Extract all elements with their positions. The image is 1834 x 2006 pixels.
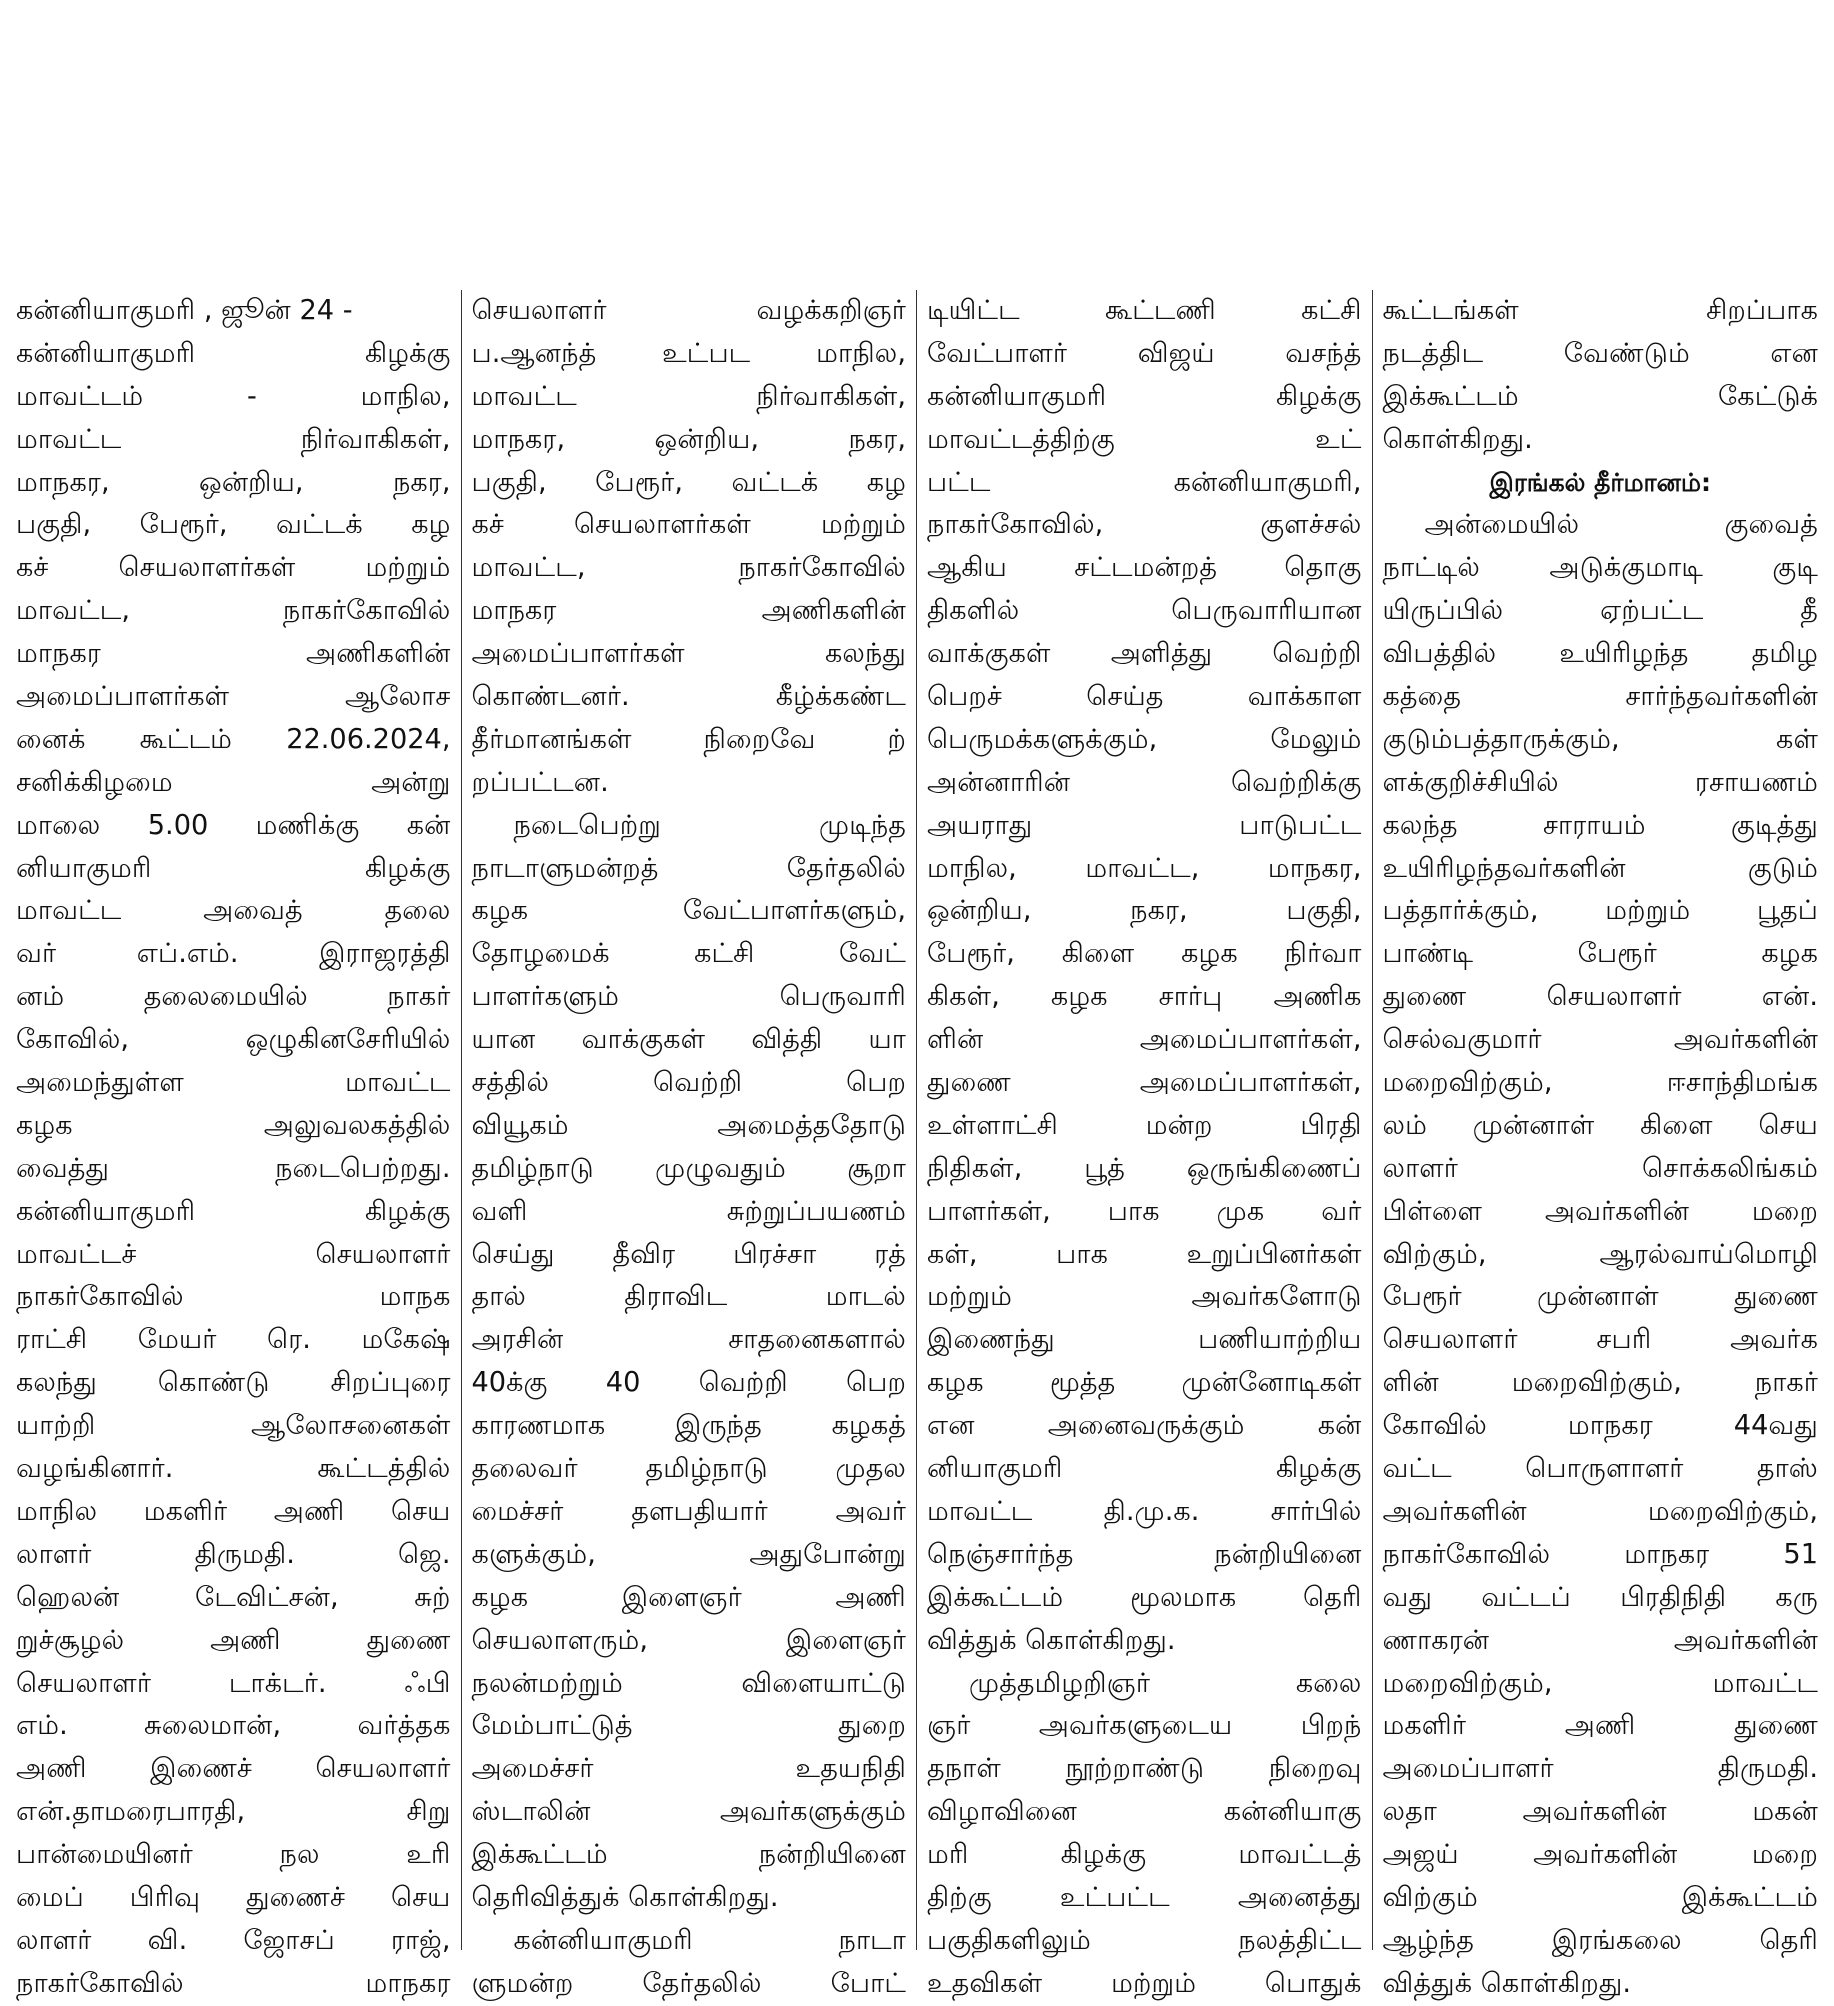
article-text-line: கொள்கிறது. bbox=[1382, 423, 1533, 455]
article-text-line: இக்கூட்டம் மூலமாக தெரி bbox=[927, 1581, 1362, 1613]
article-text-line: பகுதி, பேரூர், வட்டக் கழ bbox=[16, 509, 451, 541]
section-subheading: இரங்கல் தீர்மானம்: bbox=[1489, 467, 1711, 497]
article-text-line: திற்கு உட்பட்ட அனைத்து bbox=[927, 1881, 1362, 1913]
article-text-line: இக்கூட்டம் நன்றியினை bbox=[471, 1839, 906, 1871]
article-text-line: பாளர்கள், பாக முக வர் bbox=[927, 1195, 1362, 1227]
article-text-line: செல்வகுமார் அவர்களின் bbox=[1382, 1024, 1818, 1056]
article-text-line: பத்தார்க்கும், மற்றும் பூதப் bbox=[1382, 895, 1818, 927]
article-text-line: கச் செயலாளர்கள் மற்றும் bbox=[471, 509, 906, 541]
article-text-line: உயிரிழந்தவர்களின் குடும் bbox=[1382, 852, 1818, 884]
article-text-line: மாவட்ட, நாகர்கோவில் bbox=[16, 595, 451, 627]
article-text-line: சத்தில் வெற்றி பெற bbox=[471, 1067, 906, 1099]
article-text-line: செயலாளரும், இளைஞர் bbox=[471, 1624, 906, 1656]
article-text-line: லாளர் வி. ஜோசப் ராஜ், bbox=[16, 1924, 451, 1956]
article-text-line: வட்ட பொருளாளர் தாஸ் bbox=[1382, 1453, 1818, 1485]
article-text-line: இக்கூட்டம் கேட்டுக் bbox=[1382, 380, 1818, 412]
article-text-line: மாவட்ட அவைத் தலை bbox=[16, 895, 451, 927]
article-text-line: கலந்து கொண்டு சிறப்புரை bbox=[16, 1367, 451, 1399]
article-text-line: நாகர்கோவில், குளச்சல் bbox=[927, 509, 1362, 541]
article-text-line: அன்மையில் குவைத் bbox=[1424, 509, 1818, 541]
article-text-line: தலைவர் தமிழ்நாடு முதல bbox=[471, 1453, 906, 1485]
article-text-line: நாகர்கோவில் மாநக bbox=[16, 1281, 451, 1313]
article-text-line: வியூகம் அமைத்ததோடு bbox=[471, 1109, 906, 1141]
article-text-line: விழாவினை கன்னியாகு bbox=[927, 1796, 1362, 1828]
article-text-line: பகுதி, பேரூர், வட்டக் கழ bbox=[471, 466, 906, 498]
article-text-line: அஜய் அவர்களின் மறை bbox=[1382, 1839, 1818, 1871]
article-text-line: மாவட்ட நிர்வாகிகள், bbox=[16, 423, 451, 455]
article-text-line: லதா அவர்களின் மகன் bbox=[1382, 1796, 1818, 1828]
article-text-line: மாநில மகளிர் அணி செய bbox=[16, 1495, 451, 1527]
article-text-line: அவர்களின் மறைவிற்கும், bbox=[1382, 1495, 1818, 1527]
article-text-line: 40க்கு 40 வெற்றி பெற bbox=[471, 1367, 906, 1399]
article-text-line: மரி கிழக்கு மாவட்டத் bbox=[927, 1839, 1362, 1871]
article-column-3 bbox=[917, 290, 1373, 1999]
article-text-line: ஆழ்ந்த இரங்கலை தெரி bbox=[1382, 1924, 1818, 1956]
article-text-line: கிகள், கழக சார்பு அணிக bbox=[927, 981, 1362, 1013]
article-text-line: மைப் பிரிவு துணைச் செய bbox=[16, 1881, 451, 1913]
article-text-line: மாவட்ட, நாகர்கோவில் bbox=[471, 552, 906, 584]
article-text-line: அமைப்பாளர் திருமதி. bbox=[1382, 1753, 1818, 1785]
article-text-line: இணைந்து பணியாற்றிய bbox=[927, 1324, 1362, 1356]
article-text-line: அயராது பாடுபட்ட bbox=[927, 809, 1362, 841]
article-text-line: விற்கும், ஆரல்வாய்மொழி bbox=[1382, 1238, 1818, 1270]
article-text-line: பாண்டி பேரூர் கழக bbox=[1382, 938, 1818, 970]
article-text-line: காரணமாக இருந்த கழகத் bbox=[471, 1410, 906, 1442]
article-text-line: றப்பட்டன. bbox=[471, 766, 609, 798]
article-text-line: மாவட்டத்திற்கு உட் bbox=[927, 423, 1362, 455]
article-text-line: யாற்றி ஆலோசனைகள் bbox=[16, 1410, 451, 1442]
article-text-line: ப.ஆனந்த் உட்பட மாநில, bbox=[471, 337, 906, 369]
article-text-line: நாகர்கோவில் மாநகர 51 bbox=[1382, 1538, 1818, 1570]
article-text-line: பிள்ளை அவர்களின் மறை bbox=[1382, 1195, 1818, 1227]
article-text-line: மைச்சர் தளபதியார் அவர் bbox=[471, 1495, 906, 1527]
article-text-line: ளுமன்ற தேர்தலில் போட் bbox=[471, 1967, 906, 1999]
article-text-line: வித்துக் கொள்கிறது. bbox=[927, 1624, 1176, 1656]
article-text-line: செயலாளர் வழக்கறிஞர் bbox=[471, 295, 906, 326]
article-text-line: ளக்குறிச்சியில் ரசாயணம் bbox=[1382, 766, 1818, 798]
article-text-line: முத்தமிழறிஞர் கலை bbox=[969, 1667, 1362, 1699]
article-text-line: வர் எப்.எம். இராஜரத்தி bbox=[16, 938, 451, 970]
article-text-line: கன்னியாகுமரி நாடா bbox=[513, 1924, 906, 1956]
article-column-4 bbox=[1373, 290, 1829, 1999]
article-text-line: யிருப்பில் ஏற்பட்ட தீ bbox=[1382, 595, 1818, 627]
article-text-line: நாட்டில் அடுக்குமாடி குடி bbox=[1382, 552, 1818, 584]
article-text-line: மாவட்ட நிர்வாகிகள், bbox=[471, 380, 906, 412]
article-text-line: கலந்த சாராயம் குடித்து bbox=[1382, 809, 1818, 841]
article-text-line: பெறச் செய்த வாக்காள bbox=[927, 681, 1362, 713]
article-text-line: கன்னியாகுமரி கிழக்கு bbox=[927, 380, 1362, 412]
article-text-line: னைக் கூட்டம் 22.06.2024, bbox=[16, 723, 451, 755]
article-text-line: பான்மையினர் நல உரி bbox=[16, 1839, 451, 1871]
article-columns bbox=[6, 290, 1828, 1999]
article-text-line: செயலாளர் சபரி அவர்க bbox=[1382, 1324, 1818, 1356]
article-text-line: னியாகுமரி கிழக்கு bbox=[16, 852, 451, 884]
article-text-line: திகளில் பெருவாரியான bbox=[927, 595, 1362, 627]
article-text-line: எம். சுலைமான், வர்த்தக bbox=[16, 1710, 451, 1742]
article-text-line: தநாள் நூற்றாண்டு நிறைவு bbox=[927, 1753, 1362, 1785]
article-text-line: விற்கும் இக்கூட்டம் bbox=[1382, 1881, 1818, 1913]
article-column-2 bbox=[462, 290, 918, 1999]
article-text-line: அன்னாரின் வெற்றிக்கு bbox=[927, 766, 1362, 798]
article-text-line: கன்னியாகுமரி , ஜூன் 24 - bbox=[16, 295, 353, 326]
article-text-line: வைத்து நடைபெற்றது. bbox=[16, 1152, 451, 1184]
article-text-line: டியிட்ட கூட்டணி கட்சி bbox=[927, 295, 1362, 326]
article-text-line: கோவில், ஒழுகினசேரியில் bbox=[16, 1024, 451, 1056]
article-text-line: அமைச்சர் உதயநிதி bbox=[471, 1753, 906, 1785]
article-text-line: ஸ்டாலின் அவர்களுக்கும் bbox=[471, 1796, 906, 1828]
article-text-line: நெஞ்சார்ந்த நன்றியினை bbox=[927, 1538, 1362, 1570]
article-text-line: கன்னியாகுமரி கிழக்கு bbox=[16, 1195, 451, 1227]
article-text-line: பகுதிகளிலும் நலத்திட்ட bbox=[927, 1924, 1362, 1956]
article-text-line: குடும்பத்தாருக்கும், கள் bbox=[1382, 723, 1818, 755]
article-text-line: அமைப்பாளர்கள் கலந்து bbox=[471, 638, 906, 670]
article-text-line: மறைவிற்கும், மாவட்ட bbox=[1382, 1667, 1818, 1699]
article-text-line: தால் திராவிட மாடல் bbox=[471, 1281, 906, 1313]
article-text-line: மாநகர அணிகளின் bbox=[16, 638, 451, 670]
article-text-line: கச் செயலாளர்கள் மற்றும் bbox=[16, 552, 451, 584]
article-text-line: கள், பாக உறுப்பினர்கள் bbox=[927, 1238, 1362, 1270]
article-text-line: பேரூர், கிளை கழக நிர்வா bbox=[927, 938, 1362, 970]
article-text-line: நடத்திட வேண்டும் என bbox=[1382, 337, 1818, 369]
article-text-line: கழக இளைஞர் அணி bbox=[471, 1581, 906, 1613]
article-text-line: நலன்மற்றும் விளையாட்டு bbox=[471, 1667, 906, 1699]
article-text-line: வித்துக் கொள்கிறது. bbox=[1382, 1967, 1632, 1999]
article-text-line: ஹெலன் டேவிட்சன், சுற் bbox=[16, 1581, 451, 1613]
article-text-line: தோழமைக் கட்சி வேட் bbox=[471, 938, 906, 970]
article-text-line: செயலாளர் டாக்டர். ஃபி bbox=[16, 1667, 451, 1699]
article-text-line: அமைந்துள்ள மாவட்ட bbox=[16, 1067, 451, 1099]
article-text-line: களுக்கும், அதுபோன்று bbox=[471, 1538, 906, 1570]
article-text-line: லம் முன்னாள் கிளை செய bbox=[1382, 1109, 1818, 1141]
article-text-line: என அனைவருக்கும் கன் bbox=[927, 1410, 1362, 1442]
article-text-line: மாநகர, ஒன்றிய, நகர, bbox=[471, 423, 906, 455]
article-text-line: சனிக்கிழமை அன்று bbox=[16, 766, 451, 798]
article-text-line: லாளர் திருமதி. ஜெ. bbox=[16, 1538, 451, 1570]
article-text-line: மறைவிற்கும், ஈசாந்திமங்க bbox=[1382, 1067, 1818, 1099]
article-text-line: உதவிகள் மற்றும் பொதுக் bbox=[927, 1967, 1362, 1999]
article-text-line: செய்து தீவிர பிரச்சா ரத் bbox=[471, 1238, 906, 1270]
article-text-line: நிதிகள், பூத் ஒருங்கிணைப் bbox=[927, 1152, 1362, 1184]
article-text-line: ஞர் அவர்களுடைய பிறந் bbox=[927, 1710, 1362, 1742]
article-text-line: கோவில் மாநகர 44வது bbox=[1382, 1410, 1818, 1442]
article-text-line: மாலை 5.00 மணிக்கு கன் bbox=[16, 809, 451, 841]
article-text-line: மாநில, மாவட்ட, மாநகர, bbox=[927, 852, 1362, 884]
article-text-line: பட்ட கன்னியாகுமரி, bbox=[927, 466, 1362, 498]
article-text-line: ஒன்றிய, நகர, பகுதி, bbox=[927, 895, 1362, 927]
article-text-line: என்.தாமரைபாரதி, சிறு bbox=[16, 1796, 451, 1828]
article-text-line: ளின் அமைப்பாளர்கள், bbox=[927, 1024, 1362, 1056]
article-text-line: யான வாக்குகள் வித்தி யா bbox=[471, 1024, 906, 1056]
article-text-line: வது வட்டப் பிரதிநிதி கரு bbox=[1382, 1581, 1818, 1613]
article-text-line: தீர்மானங்கள் நிறைவே ற் bbox=[471, 723, 906, 755]
article-text-line: நாகர்கோவில் மாநகர bbox=[16, 1967, 451, 1999]
article-text-line: துணை செயலாளர் என். bbox=[1382, 981, 1818, 1013]
article-text-line: மாநகர, ஒன்றிய, நகர, bbox=[16, 466, 451, 498]
article-text-line: மற்றும் அவர்களோடு bbox=[927, 1281, 1362, 1313]
article-text-line: ஆகிய சட்டமன்றத் தொகு bbox=[927, 552, 1362, 584]
article-text-line: தமிழ்நாடு முழுவதும் சூறா bbox=[471, 1152, 906, 1184]
article-text-line: கூட்டங்கள் சிறப்பாக bbox=[1382, 295, 1818, 326]
article-text-line: கன்னியாகுமரி கிழக்கு bbox=[16, 337, 451, 369]
article-text-line: பாளர்களும் பெருவாரி bbox=[471, 981, 906, 1013]
article-text-line: கொண்டனர். கீழ்க்கண்ட bbox=[471, 681, 906, 713]
article-text-line: றுச்சூழல் அணி துணை bbox=[16, 1624, 451, 1656]
article-text-line: வாக்குகள் அளித்து வெற்றி bbox=[927, 638, 1362, 670]
article-text-line: பேரூர் முன்னாள் துணை bbox=[1382, 1281, 1818, 1313]
article-text-line: ணாகரன் அவர்களின் bbox=[1382, 1624, 1818, 1656]
article-text-line: அணி இணைச் செயலாளர் bbox=[16, 1753, 451, 1785]
article-text-line: ளின் மறைவிற்கும், நாகர் bbox=[1382, 1367, 1818, 1399]
article-text-line: துணை அமைப்பாளர்கள், bbox=[927, 1067, 1362, 1099]
article-text-line: மாவட்ட தி.மு.க. சார்பில் bbox=[927, 1495, 1362, 1527]
article-text-line: அரசின் சாதனைகளால் bbox=[471, 1324, 906, 1356]
article-text-line: மேம்பாட்டுத் துறை bbox=[471, 1710, 906, 1742]
article-text-line: மாவட்டம் - மாநில, bbox=[16, 380, 451, 412]
article-text-line: தெரிவித்துக் கொள்கிறது. bbox=[471, 1881, 779, 1913]
article-text-line: அமைப்பாளர்கள் ஆலோச bbox=[16, 681, 451, 713]
article-text-line: னம் தலைமையில் நாகர் bbox=[16, 981, 451, 1013]
article-column-1 bbox=[6, 290, 462, 1999]
article-text-line: நடைபெற்று முடிந்த bbox=[513, 809, 906, 841]
article-text-line: கழக மூத்த முன்னோடிகள் bbox=[927, 1367, 1362, 1399]
article-text-line: வேட்பாளர் விஜய் வசந்த் bbox=[927, 337, 1362, 369]
article-text-line: வழங்கினார். கூட்டத்தில் bbox=[16, 1453, 451, 1485]
article-text-line: கழக வேட்பாளர்களும், bbox=[471, 895, 906, 927]
article-text-line: விபத்தில் உயிரிழந்த தமிழ bbox=[1382, 638, 1818, 670]
article-text-line: லாளர் சொக்கலிங்கம் bbox=[1382, 1152, 1818, 1184]
article-text-line: மாநகர அணிகளின் bbox=[471, 595, 906, 627]
article-text-line: மகளிர் அணி துணை bbox=[1382, 1710, 1818, 1742]
article-text-line: மாவட்டச் செயலாளர் bbox=[16, 1238, 451, 1270]
article-text-line: னியாகுமரி கிழக்கு bbox=[927, 1453, 1362, 1485]
article-text-line: பெருமக்களுக்கும், மேலும் bbox=[927, 723, 1362, 755]
article-text-line: கழக அலுவலகத்தில் bbox=[16, 1109, 451, 1141]
article-text-line: நாடாளுமன்றத் தேர்தலில் bbox=[471, 852, 906, 884]
article-text-line: கத்தை சார்ந்தவர்களின் bbox=[1382, 681, 1818, 713]
article-text-line: ராட்சி மேயர் ரெ. மகேஷ் bbox=[16, 1324, 451, 1356]
article-text-line: வளி சுற்றுப்பயணம் bbox=[471, 1195, 906, 1227]
article-text-line: உள்ளாட்சி மன்ற பிரதி bbox=[927, 1109, 1362, 1141]
